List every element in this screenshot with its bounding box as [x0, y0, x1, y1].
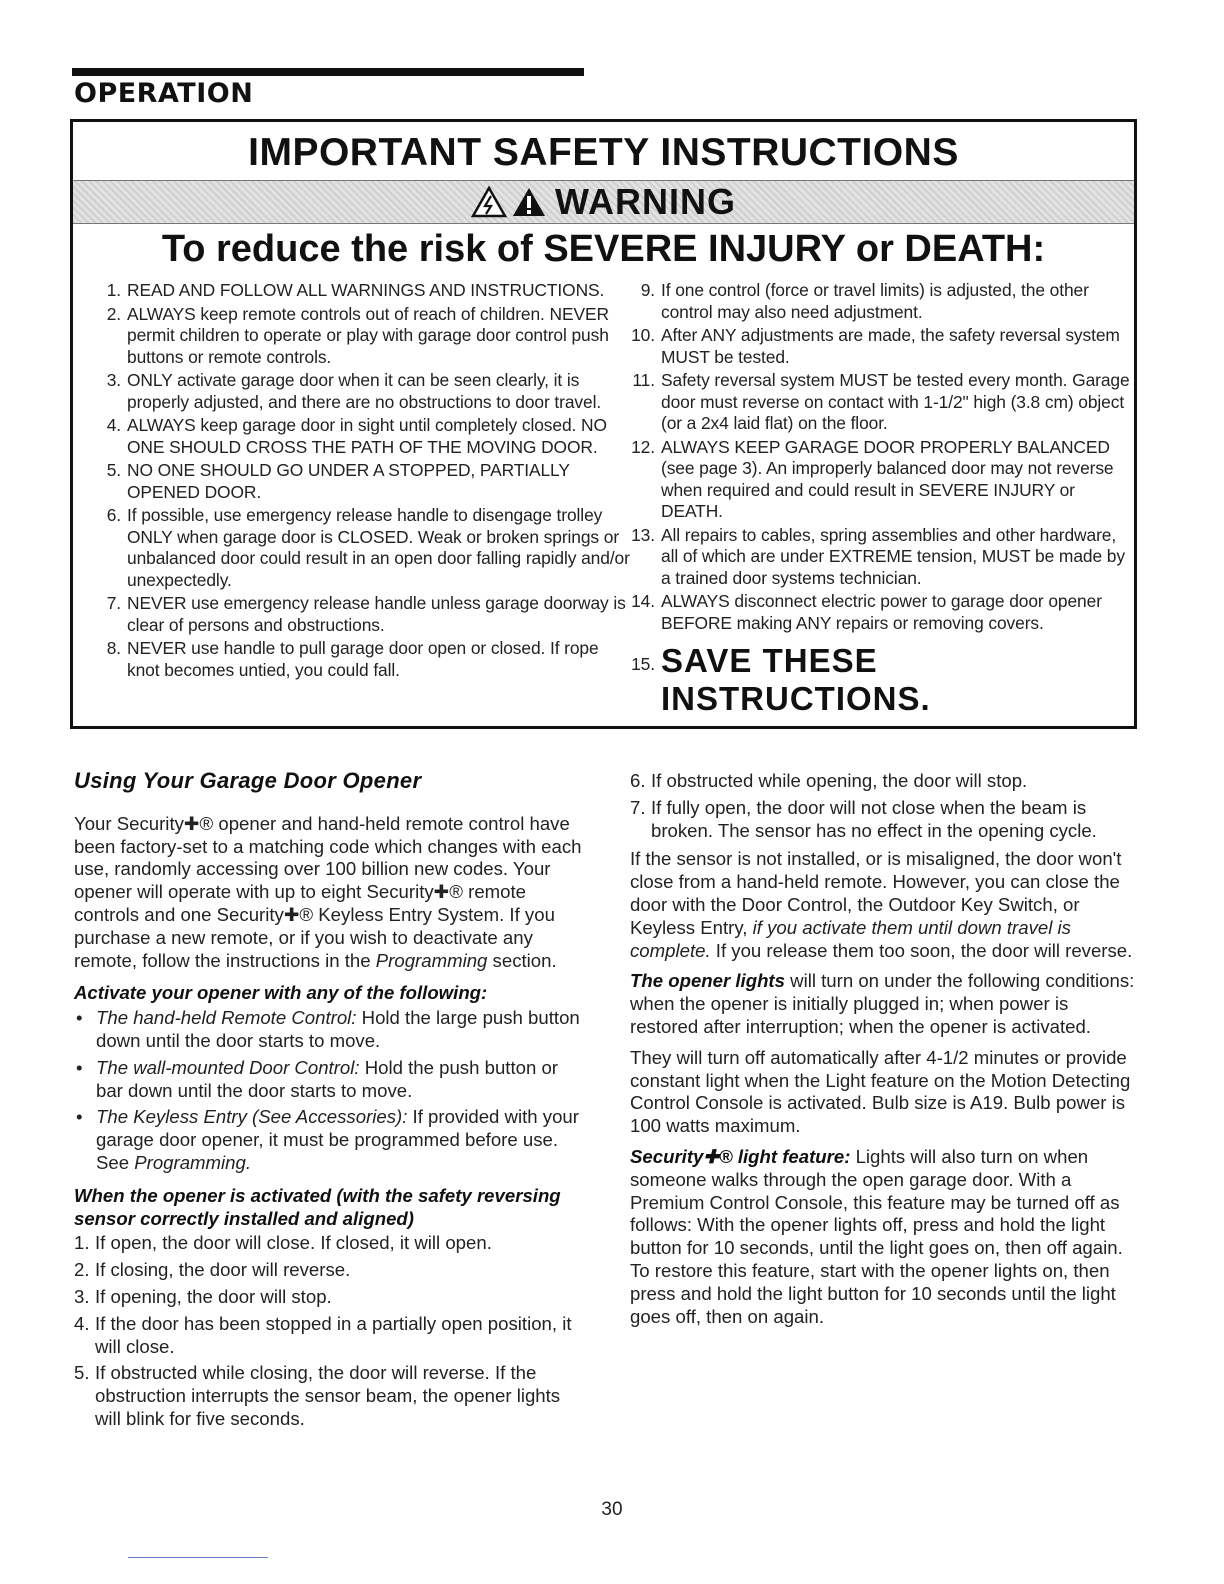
sensor-paragraph: If the sensor is not installed, or is misaligned, the door won't close from a hand-held remote. However, you can close the door with the Door Control, the Outdoor Key Switch, or Keyless Entry, if you activate them until down travel is complete. If you release them too soon, the door will reverse.	[630, 848, 1133, 961]
list-item: 7. NEVER use emergency release handle unless garage doorway is clear of persons and obstructions.	[106, 593, 626, 635]
risk-heading: To reduce the risk of SEVERE INJURY or DEATH:	[161, 228, 1046, 270]
list-item: 5. If obstructed while closing, the door will reverse. If the obstruction interrupts the sensor beam, the opener lights will blink for five seconds.	[74, 1362, 561, 1429]
auto-off-paragraph: They will turn off automatically after 4-1/2 minutes or provide constant light when the Light feature on the Motion Detecting Control Console is activated. Bulb size is A19. Bulb power is 100 watts maximum.	[630, 1046, 1131, 1137]
list-item: 4. If the door has been stopped in a partially open position, it will close.	[74, 1312, 572, 1357]
warning-label: WARNING	[555, 181, 736, 222]
list-item: 3. If opening, the door will stop.	[74, 1285, 332, 1307]
list-item: 2. If closing, the door will reverse.	[74, 1259, 351, 1281]
warning-triangle-icon	[511, 186, 547, 218]
opener-lights-paragraph: The opener lights will turn on under the following conditions: when the opener is initially plugged in; when power is restored after interruption; when the opener is activated.	[630, 970, 1135, 1037]
list-item: 12. ALWAYS KEEP GARAGE DOOR PROPERLY BALANCED (see page 3). An improperly balanced door may not reverse when required and could result in SEVERE INJURY or DEATH.	[631, 436, 1114, 521]
list-item: 9. If one control (force or travel limits) is adjusted, the other control may also need adjustment.	[640, 280, 1089, 322]
list-item: • The wall-mounted Door Control: Hold the push button or bar down until the door starts to move.	[74, 1057, 582, 1103]
list-item: • The hand-held Remote Control: Hold the large push button down until the door starts to move.	[74, 1007, 582, 1053]
safety-instructions-box	[70, 119, 1137, 729]
section-title: OPERATION	[74, 78, 254, 109]
electric-hazard-icon	[471, 186, 507, 218]
list-item: 3. ONLY activate garage door when it can be seen clearly, it is properly adjusted, and there are no obstructions to door travel.	[106, 370, 602, 412]
sensor-behavior-list-continued	[630, 770, 1140, 842]
intro-paragraph: Your Security✚® opener and hand-held remote control have been factory-set to a matching code which changes with each use, randomly accessing over 100 billion new codes. Your opener will operate with up to eight Security✚® remote controls and one Security✚® Keyless Entry System. If you purchase a new remote, or if you wish to deactivate any remote, follow the instructions in the Programming section.	[74, 812, 582, 971]
list-item: 1. If open, the door will close. If closed, it will open.	[74, 1232, 492, 1254]
list-item: 6. If obstructed while opening, the door will stop.	[630, 770, 1028, 791]
list-item: 7. If fully open, the door will not close when the beam is broken. The sensor has no effect in the opening cycle.	[630, 796, 1097, 841]
page-number: 30	[601, 1499, 623, 1520]
light-feature-paragraph: Security✚® light feature: Lights will also turn on when someone walks through the open garage door. With a Premium Control Console, this feature may be turned off as follows: With the opener lights off, press and hold the light button for 10 seconds, until the light goes on, then off again. To restore this feature, start with the opener lights on, then press and hold the light button for 10 seconds until the light goes off, then on again.	[630, 1145, 1123, 1327]
save-instructions-text: SAVE THESE INSTRUCTIONS.	[661, 642, 931, 717]
activation-methods-list	[74, 1007, 582, 1175]
activate-heading: Activate your opener with any of the following:	[74, 982, 488, 1004]
list-item: 4. ALWAYS keep garage door in sight until completely closed. NO ONE SHOULD CROSS THE PATH OF THE MOVING DOOR.	[106, 415, 607, 457]
list-item: 11. Safety reversal system MUST be tested every month. Garage door must reverse on contact with 1-1/2" high (3.8 cm) object (or a 2x4 laid flat) on the floor.	[632, 370, 1130, 433]
sensor-heading: When the opener is activated (with the safety reversing sensor correctly installed and aligned)	[74, 1184, 561, 1229]
list-item: 6. If possible, use emergency release handle to disengage trolley ONLY when garage door is CLOSED. Weak or broken springs or unbalanced door could result in an open door falling rapidly and/or unexpectedly.	[106, 505, 630, 590]
list-item: • The Keyless Entry (See Accessories): If provided with your garage door opener, it must be programmed before use. See Programming.	[74, 1106, 582, 1174]
list-item: 13. All repairs to cables, spring assemblies and other hardware, all of which are under EXTREME tension, MUST be made by a trained door systems technician.	[631, 524, 1125, 588]
list-item: 1. READ AND FOLLOW ALL WARNINGS AND INSTRUCTIONS.	[106, 280, 605, 300]
using-heading: Using Your Garage Door Opener	[74, 768, 422, 793]
bottom-rule	[128, 1557, 268, 1558]
opener-lights-column	[630, 770, 1140, 1336]
list-item: 8. NEVER use handle to pull garage door open or closed. If rope knot becomes untied, you could fall.	[106, 638, 599, 680]
warning-banner	[73, 180, 1134, 224]
list-item: 2. ALWAYS keep remote controls out of reach of children. NEVER permit children to operate or play with garage door control push buttons or remote controls.	[106, 303, 609, 367]
safety-rules-left	[93, 280, 633, 683]
using-opener-column	[74, 770, 582, 1437]
top-rule	[72, 68, 584, 76]
list-item: 5. NO ONE SHOULD GO UNDER A STOPPED, PARTIALLY OPENED DOOR.	[106, 460, 570, 502]
list-item: 14. ALWAYS disconnect electric power to garage door opener BEFORE making ANY repairs or removing covers.	[631, 591, 1102, 633]
sensor-behavior-list	[74, 1232, 582, 1430]
safety-rules-right	[627, 280, 1132, 720]
safety-heading: IMPORTANT SAFETY INSTRUCTIONS	[248, 131, 959, 174]
list-item: 10. After ANY adjustments are made, the safety reversal system MUST be tested.	[631, 325, 1120, 367]
save-instructions-item: 15. SAVE THESE INSTRUCTIONS.	[631, 642, 931, 717]
